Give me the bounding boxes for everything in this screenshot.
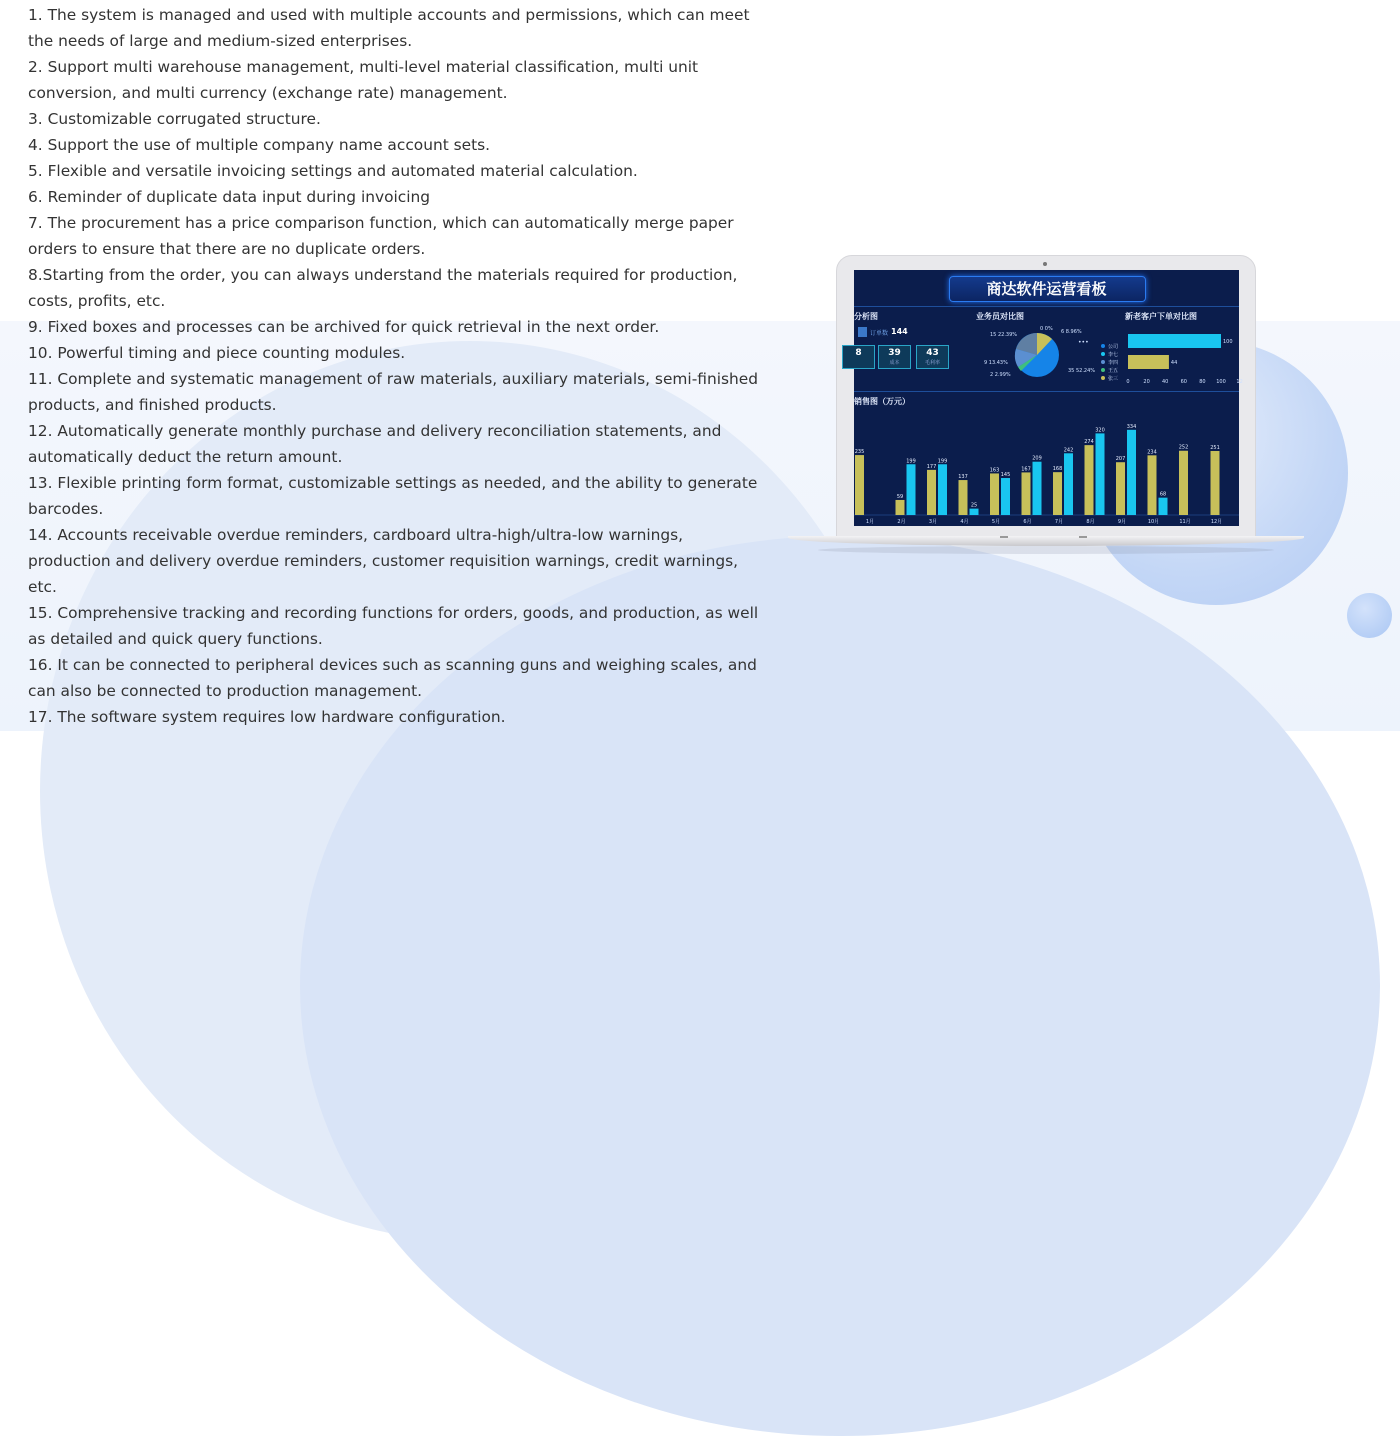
stat-card-value: 43 (926, 348, 939, 358)
legend-item (1101, 351, 1118, 359)
pie-label: 0 0% (1040, 326, 1053, 332)
x-tick-label: 0 (1126, 379, 1130, 385)
sales-bar-cyan (1096, 433, 1105, 515)
decorative-circle-small (1347, 593, 1392, 638)
feature-item: 5. Flexible and versatile invoicing settings and automated material calculation. (28, 162, 638, 180)
x-tick-label: 100 (1216, 379, 1226, 385)
feature-item: 2. Support multi warehouse management, multi-level material classification, multi unit conversion, and multi currency (exchange rate) management. (28, 58, 699, 102)
month-label: 12月 (1210, 519, 1223, 525)
feature-item: 11. Complete and systematic management of raw materials, auxiliary materials, semi-finished products, and finished products. (28, 370, 758, 414)
pie-chart (974, 322, 1109, 384)
more-icon: ••• (1078, 339, 1089, 346)
sales-bar-cyan (1159, 498, 1168, 515)
x-tick-label: 20 (1143, 379, 1150, 385)
sales-bar-cyan (938, 464, 947, 515)
sales-value-label: 177 (926, 463, 937, 470)
month-label: 1月 (865, 519, 875, 525)
feature-item: 7. The procurement has a price comparison function, which can automatically merge paper orders to ensure that there are no duplicate orders. (28, 214, 734, 258)
legend-item (1101, 343, 1118, 351)
feature-item: 1. The system is managed and used with multiple accounts and permissions, which can meet the needs of large and medium-sized enterprises. (28, 6, 750, 50)
sales-bar-yellow (927, 470, 936, 515)
legend-swatch (1101, 344, 1105, 348)
stat-card (842, 345, 875, 369)
customer-bar (1128, 355, 1169, 369)
feature-item: 9. Fixed boxes and processes can be archived for quick retrieval in the next order. (28, 318, 660, 336)
sales-value-label: 334 (1126, 423, 1137, 430)
pie-label: 2 2.99% (990, 372, 1011, 378)
sales-value-label: 163 (989, 467, 1000, 474)
sales-value-label: 199 (906, 458, 916, 465)
sales-bar-yellow (896, 500, 905, 515)
sales-value-label: 137 (958, 474, 968, 481)
month-label: 9月 (1117, 519, 1127, 525)
sales-value-label: 145 (1000, 472, 1011, 479)
legend-label: 张三 (1108, 376, 1119, 382)
sales-bar-yellow (1211, 451, 1220, 515)
sales-panel-title: 销售图（万元） (854, 397, 910, 406)
sales-value-label: 167 (1021, 466, 1031, 473)
x-tick-label: 12 (1236, 379, 1243, 385)
legend-item (1101, 367, 1118, 375)
order-count-label: 订单数 (870, 330, 889, 337)
sales-value-label: 242 (1063, 447, 1074, 454)
feature-item: 6. Reminder of duplicate data input during invoicing (28, 188, 431, 206)
sales-value-label: 252 (1178, 444, 1189, 451)
feature-item: 17. The software system requires low hardware configuration. (28, 708, 506, 726)
sales-bar-yellow (1053, 472, 1062, 515)
legend-label: 王五 (1108, 368, 1119, 374)
sales-value-label: 274 (1084, 439, 1094, 446)
pie-label: 6 8.96% (1061, 329, 1082, 335)
month-label: 8月 (1086, 519, 1095, 525)
legend-label: 李七 (1108, 352, 1119, 358)
feature-item: 12. Automatically generate monthly purchase and delivery reconciliation statements, and automatically deduct the return amount. (28, 422, 722, 466)
customer-bar-label: 44 (1170, 360, 1178, 366)
pie-label: 9 13.43% (984, 360, 1008, 366)
sales-value-label: 207 (1115, 456, 1126, 463)
sales-bar-yellow (1022, 472, 1031, 515)
month-label: 6月 (1023, 519, 1032, 525)
feature-item: 8.Starting from the order, you can always understand the materials required for production, costs, profits, etc. (28, 266, 738, 310)
sales-value-label: 209 (1032, 455, 1042, 462)
dashboard-title: 商达软件运营看板 (986, 280, 1107, 298)
legend-swatch (1101, 360, 1105, 364)
sales-value-label: 235 (854, 449, 865, 456)
legend-label: 公司 (1108, 344, 1119, 350)
stat-card-label: 毛利率 (924, 360, 940, 366)
legend-item (1101, 359, 1118, 367)
month-label: 11月 (1179, 519, 1191, 525)
feature-item: 13. Flexible printing form format, customizable settings as needed, and the ability to generate barcodes. (28, 474, 758, 518)
user-icon (858, 327, 867, 337)
legend-label: 李四 (1108, 360, 1119, 366)
sales-value-label: 59 (896, 493, 904, 500)
sales-bar-yellow (990, 473, 999, 515)
stat-card-label: 成本 (889, 360, 900, 366)
sales-value-label: 251 (1210, 444, 1220, 451)
stat-card (878, 345, 911, 369)
laptop-hinge (1079, 536, 1087, 538)
legend-item (1101, 375, 1118, 383)
sales-bar-cyan (1033, 462, 1042, 515)
pie-panel-title: 业务员对比图 (976, 312, 1024, 321)
month-label: 4月 (960, 519, 969, 525)
feature-item: 4. Support the use of multiple company name account sets. (28, 136, 491, 154)
customer-bar (1128, 334, 1221, 348)
order-count-value: 144 (891, 327, 908, 336)
sales-bar-yellow (959, 480, 968, 515)
sales-bar-cyan (1064, 453, 1073, 515)
sales-bar-chart (854, 410, 1239, 526)
sales-bar-cyan (907, 464, 916, 515)
sales-bar-yellow (1148, 455, 1157, 515)
laptop-shadow (818, 546, 1274, 554)
laptop-mockup (788, 255, 1304, 560)
sales-value-label: 199 (937, 458, 948, 465)
feature-item: 14. Accounts receivable overdue reminders, cardboard ultra-high/ultra-low warnings, production and delivery overdue reminders, customer requisition warnings, credit warnings, etc. (28, 526, 739, 596)
feature-item: 16. It can be connected to peripheral devices such as scanning guns and weighing scales, and can also be connected to production management. (28, 656, 757, 700)
sales-bar-yellow (855, 455, 864, 515)
camera-icon (1043, 262, 1047, 266)
feature-list (28, 2, 760, 730)
sales-value-label: 25 (970, 502, 978, 509)
x-tick-label: 60 (1180, 379, 1187, 385)
pie-legend (1101, 343, 1118, 383)
month-label: 10月 (1147, 519, 1160, 525)
divider (854, 391, 1239, 392)
x-tick-label: 40 (1162, 379, 1169, 385)
feature-item: 15. Comprehensive tracking and recording functions for orders, goods, and production, as well as detailed and quick query functions. (28, 604, 759, 648)
feature-item: 10. Powerful timing and piece counting modules. (28, 344, 406, 362)
month-label: 5月 (991, 519, 1001, 525)
customer-panel-title: 新老客户下单对比图 (1125, 312, 1197, 321)
sales-value-label: 168 (1052, 466, 1063, 473)
legend-swatch (1101, 376, 1105, 380)
pie-label: 35 52.24% (1068, 368, 1096, 374)
sales-value-label: 68 (1159, 491, 1167, 498)
sales-bar-cyan (1001, 478, 1010, 515)
stat-card-value: 8 (855, 348, 862, 358)
sales-bar-cyan (1127, 430, 1136, 515)
stat-card-value: 39 (888, 348, 901, 358)
sales-bar-yellow (1085, 445, 1094, 515)
pie-label: 15 22.39% (990, 332, 1018, 338)
month-label: 3月 (928, 519, 938, 525)
legend-swatch (1101, 368, 1105, 372)
customer-bar-label: 100 (1223, 339, 1233, 345)
x-tick-label: 80 (1199, 379, 1206, 385)
laptop-base (788, 536, 1304, 546)
stat-card (916, 345, 949, 369)
sales-value-label: 234 (1147, 449, 1157, 456)
sales-bar-cyan (970, 509, 979, 515)
divider (854, 306, 1239, 307)
legend-swatch (1101, 352, 1105, 356)
sales-bar-yellow (1179, 451, 1188, 515)
analysis-panel-title: 分析图 (854, 312, 878, 321)
sales-bar-yellow (1116, 462, 1125, 515)
dashboard-screen (854, 270, 1243, 526)
sales-value-label: 320 (1095, 427, 1105, 434)
customer-bar-chart (1125, 328, 1243, 386)
month-label: 2月 (897, 519, 906, 525)
laptop-hinge (1000, 536, 1008, 538)
month-label: 7月 (1054, 519, 1064, 525)
feature-item: 3. Customizable corrugated structure. (28, 110, 321, 128)
